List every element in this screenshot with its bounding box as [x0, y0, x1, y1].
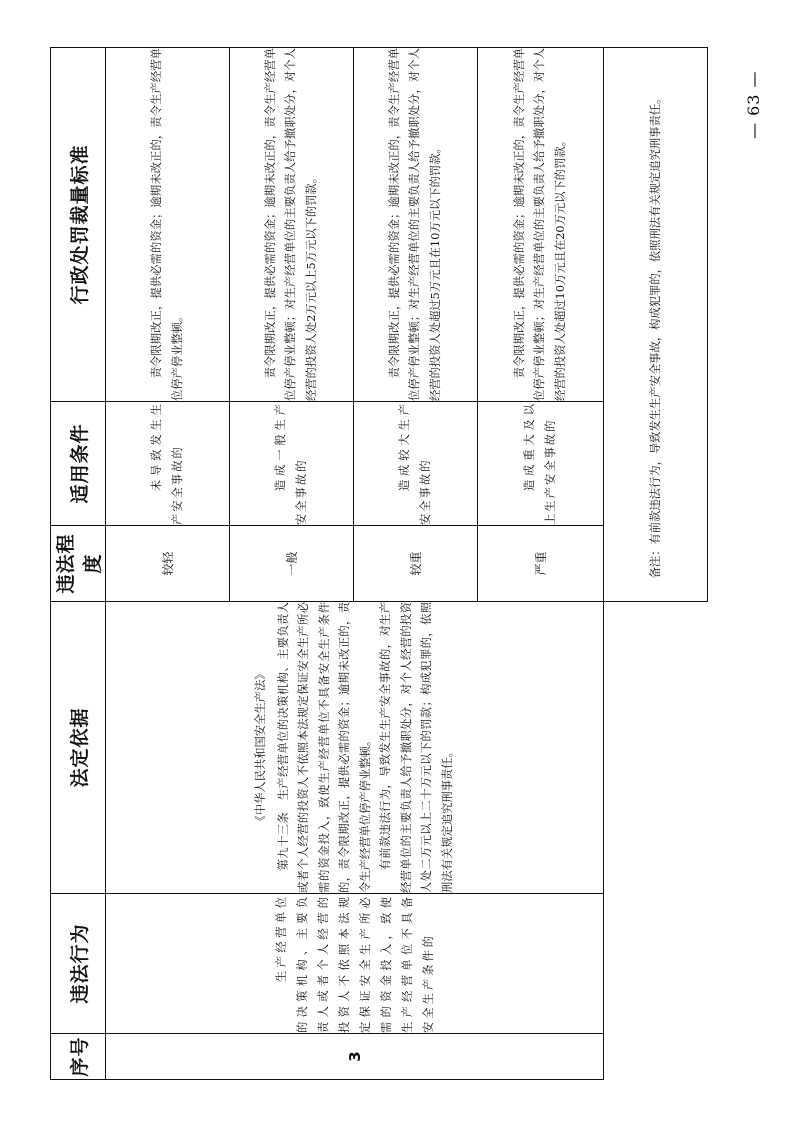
legal-para-2: 有前款违法行为，导致发生生产安全事故的，对生产经营单位的主要负责人给予撤职处分，对个人经营的投资人处二万元以上二十万元以下的罚款；构成犯罪的，依照刑法有关规定追究刑事责任。	[379, 602, 454, 893]
legal-para-1: 第九十三条 生产经营单位的决策机构、主要负责人或者个人经营的投资人不依照本法规定保证安全生产所必需的资金投入，致使生产经营单位不具备安全生产条件的，责令限期改正，提供必需的资金；逾期未改正的，责令生产经营单位停产停业整顿。	[276, 602, 372, 893]
table-row	[106, 48, 230, 1080]
standard-cell	[354, 48, 478, 402]
degree-cell: 一般	[230, 526, 354, 602]
standard-text: 责令限期改正，提供必需的资金；逾期未改正的，责令生产经营单位停产停业整顿；对生产经营单位的主要负责人给予撤职处分，对个人经营的投资人处超过10万元且在20万元以下的罚款。	[512, 48, 567, 401]
note-row	[604, 48, 708, 1080]
header-violation: 违法行为	[51, 894, 106, 1034]
condition-text: 未导致发生生产安全事故的	[150, 402, 184, 525]
rotated-table-wrapper	[50, 48, 708, 1080]
standard-cell	[230, 48, 354, 402]
note-cell: 备注：有前款违法行为，导致发生生产安全事故，构成犯罪的，依照刑法有关规定追究刑事责任。	[604, 48, 708, 602]
header-degree: 违法程度	[51, 526, 106, 602]
condition-cell	[478, 402, 604, 526]
condition-text: 造成一般生产安全事故的	[274, 402, 308, 525]
standard-text: 责令限期改正，提供必需的资金；逾期未改正的，责令生产经营单位停产停业整顿。	[150, 48, 184, 401]
row-seq: 3	[106, 1034, 604, 1080]
degree-cell: 严重	[478, 526, 604, 602]
condition-cell	[354, 402, 478, 526]
condition-text: 造成重大及以上生产安全事故的	[523, 402, 557, 525]
standard-cell	[478, 48, 604, 402]
legal-title: 《中华人民共和国安全生产法》	[254, 668, 267, 827]
header-seq: 序号	[51, 1034, 106, 1080]
condition-cell	[230, 402, 354, 526]
header-standard: 行政处罚裁量标准	[51, 48, 106, 402]
note-spacer	[604, 602, 708, 1080]
condition-cell	[106, 402, 230, 526]
degree-cell: 较轻	[106, 526, 230, 602]
violation-cell	[106, 894, 604, 1034]
header-legal-basis: 法定依据	[51, 602, 106, 894]
legal-basis-cell	[106, 602, 604, 894]
page-number: — 63 —	[744, 70, 763, 140]
header-row	[51, 48, 106, 1080]
condition-text: 造成较大生产安全事故的	[398, 402, 432, 525]
penalty-table	[50, 47, 708, 1080]
standard-cell	[106, 48, 230, 402]
violation-text: 生产经营单位的决策机构、主要负责人或者个人经营的投资人不依照本法规定保证安全生产所必需的资金投入，致使生产经营单位不具备安全生产条件的	[274, 894, 435, 1033]
standard-text: 责令限期改正，提供必需的资金；逾期未改正的，责令生产经营单位停产停业整顿；对生产经营单位的主要负责人给予撤职处分，对个人经营的投资人处超过5万元且在10万元以下的罚款。	[387, 48, 442, 401]
degree-cell: 较重	[354, 526, 478, 602]
header-condition: 适用条件	[51, 402, 106, 526]
standard-text: 责令限期改正，提供必需的资金；逾期未改正的，责令生产经营单位停产停业整顿；对生产经营单位的主要负责人给予撤职处分，对个人经营的投资人处2万元以上5万元以下的罚款。	[263, 48, 318, 401]
